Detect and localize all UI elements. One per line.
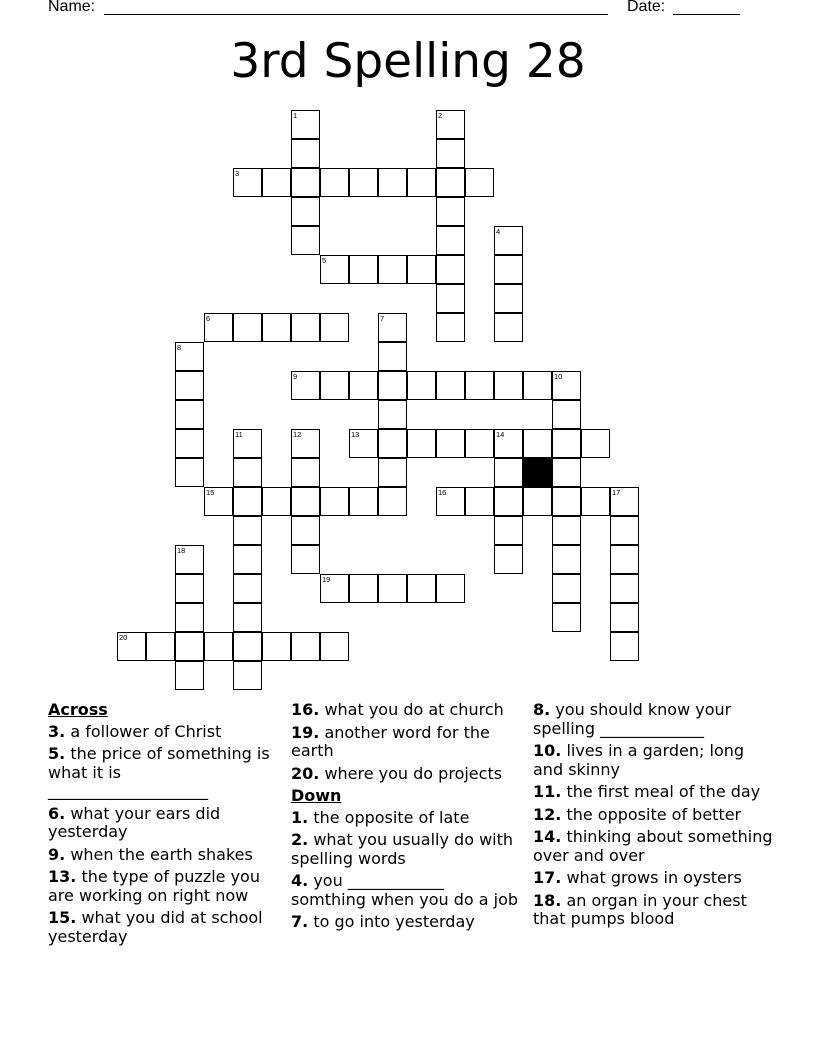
grid-cell[interactable] <box>436 110 465 139</box>
clue-number: 10. <box>533 741 562 760</box>
cell-number: 12 <box>293 430 302 439</box>
clue-item <box>48 846 276 865</box>
worksheet-header <box>48 0 768 20</box>
grid-cell[interactable] <box>494 516 523 545</box>
cell-number: 4 <box>496 227 501 236</box>
grid-cell[interactable] <box>262 168 291 197</box>
grid-cell[interactable] <box>175 661 204 690</box>
grid-cell[interactable] <box>175 400 204 429</box>
black-cell <box>523 458 552 487</box>
clue-item <box>533 869 773 888</box>
grid-cell[interactable] <box>378 313 407 342</box>
cell-number: 20 <box>119 633 128 642</box>
grid-cell[interactable] <box>494 284 523 313</box>
grid-cell[interactable] <box>523 429 552 458</box>
clue-text: what grows in oysters <box>566 868 742 887</box>
clue-item <box>291 765 521 784</box>
grid-cell[interactable] <box>204 632 233 661</box>
grid-cell[interactable] <box>378 487 407 516</box>
clue-text: when the earth shakes <box>70 844 253 864</box>
clue-number: 19. <box>291 722 320 742</box>
clue-item <box>533 892 773 929</box>
grid-cell[interactable] <box>291 168 320 197</box>
grid-cell[interactable] <box>407 371 436 400</box>
grid-cell[interactable] <box>494 487 523 516</box>
clue-number: 4. <box>291 871 309 890</box>
grid-cell[interactable] <box>494 371 523 400</box>
cell-number: 16 <box>438 488 447 497</box>
grid-cell[interactable] <box>233 574 262 603</box>
clue-text: what you do at church <box>324 700 504 719</box>
grid-cell[interactable] <box>320 313 349 342</box>
grid-cell[interactable] <box>291 429 320 458</box>
clue-item <box>291 872 521 909</box>
grid-cell[interactable] <box>436 284 465 313</box>
grid-cell[interactable] <box>320 255 349 284</box>
grid-cell[interactable] <box>436 574 465 603</box>
grid-cell[interactable] <box>349 574 378 603</box>
grid-cell[interactable] <box>117 632 146 661</box>
grid-cell[interactable] <box>436 487 465 516</box>
grid-cell[interactable] <box>262 313 291 342</box>
clue-text: thinking about something over and over <box>533 827 773 865</box>
clue-text: you ____________ somthing when you do a job <box>291 871 519 909</box>
grid-cell[interactable] <box>233 632 262 661</box>
clue-text: what you did at school yesterday <box>48 908 263 946</box>
grid-cell[interactable] <box>552 574 581 603</box>
cell-number: 6 <box>206 314 211 323</box>
grid-cell[interactable] <box>465 429 494 458</box>
clue-text: what you usually do with spelling words <box>291 830 514 868</box>
grid-cell[interactable] <box>291 139 320 168</box>
clue-text: the opposite of better <box>566 804 742 824</box>
grid-cell[interactable] <box>233 661 262 690</box>
grid-cell[interactable] <box>204 313 233 342</box>
grid-cell[interactable] <box>610 603 639 632</box>
grid-cell[interactable] <box>175 429 204 458</box>
grid-cell[interactable] <box>436 429 465 458</box>
grid-cell[interactable] <box>407 574 436 603</box>
grid-cell[interactable] <box>436 255 465 284</box>
clue-item <box>533 742 773 779</box>
grid-cell[interactable] <box>581 429 610 458</box>
grid-cell[interactable] <box>494 429 523 458</box>
clue-item <box>48 723 276 742</box>
grid-cell[interactable] <box>494 226 523 255</box>
grid-cell[interactable] <box>233 458 262 487</box>
clue-item <box>48 909 276 946</box>
grid-cell[interactable] <box>204 487 233 516</box>
grid-cell[interactable] <box>233 603 262 632</box>
cell-number: 18 <box>177 546 186 555</box>
clue-item <box>533 783 773 802</box>
grid-cell[interactable] <box>436 197 465 226</box>
grid-cell[interactable] <box>436 226 465 255</box>
grid-cell[interactable] <box>175 603 204 632</box>
clue-number: 12. <box>533 804 562 824</box>
grid-cell[interactable] <box>494 313 523 342</box>
clue-item <box>291 913 521 932</box>
grid-cell[interactable] <box>320 632 349 661</box>
grid-cell[interactable] <box>523 487 552 516</box>
cell-number: 14 <box>496 430 505 439</box>
grid-cell[interactable] <box>494 545 523 574</box>
grid-cell[interactable] <box>291 371 320 400</box>
cell-number: 11 <box>235 430 243 439</box>
grid-cell[interactable] <box>349 487 378 516</box>
grid-cell[interactable] <box>291 313 320 342</box>
clue-number: 5. <box>48 744 66 763</box>
clue-number: 16. <box>291 700 320 719</box>
clue-number: 13. <box>48 867 77 886</box>
clue-text: to go into yesterday <box>313 912 475 931</box>
grid-cell[interactable] <box>407 255 436 284</box>
grid-cell[interactable] <box>610 516 639 545</box>
clue-text: a follower of Christ <box>70 721 222 741</box>
grid-cell[interactable] <box>610 487 639 516</box>
grid-cell[interactable] <box>262 632 291 661</box>
cell-number: 13 <box>351 430 360 439</box>
grid-cell[interactable] <box>320 487 349 516</box>
grid-cell[interactable] <box>378 458 407 487</box>
clue-text: the first meal of the day <box>566 782 761 801</box>
grid-cell[interactable] <box>552 458 581 487</box>
clue-number: 17. <box>533 868 562 887</box>
grid-cell[interactable] <box>523 371 552 400</box>
grid-cell[interactable] <box>494 458 523 487</box>
down-heading: Down <box>291 786 342 805</box>
grid-cell[interactable] <box>233 545 262 574</box>
clue-text: another word for the earth <box>291 722 490 760</box>
clue-text: an organ in your chest that pumps blood <box>533 890 747 928</box>
grid-cell[interactable] <box>465 371 494 400</box>
clue-number: 7. <box>291 912 309 931</box>
grid-cell[interactable] <box>262 487 291 516</box>
grid-cell[interactable] <box>610 632 639 661</box>
grid-cell[interactable] <box>378 371 407 400</box>
grid-cell[interactable] <box>436 139 465 168</box>
grid-cell[interactable] <box>378 574 407 603</box>
grid-cell[interactable] <box>291 226 320 255</box>
cell-number: 5 <box>322 256 327 265</box>
clue-item <box>48 805 276 842</box>
name-label: Name: <box>48 0 96 15</box>
grid-cell[interactable] <box>349 168 378 197</box>
grid-cell[interactable] <box>175 574 204 603</box>
clue-item <box>48 868 276 905</box>
clue-item <box>291 809 521 828</box>
clue-text: the opposite of late <box>313 807 470 827</box>
grid-cell[interactable] <box>407 429 436 458</box>
grid-cell[interactable] <box>291 110 320 139</box>
grid-cell[interactable] <box>407 168 436 197</box>
cell-number: 19 <box>322 575 331 584</box>
grid-cell[interactable] <box>552 487 581 516</box>
clue-number: 20. <box>291 763 320 783</box>
grid-cell[interactable] <box>552 429 581 458</box>
cell-number: 9 <box>293 372 298 381</box>
grid-cell[interactable] <box>175 371 204 400</box>
clue-item <box>533 828 773 865</box>
grid-cell[interactable] <box>233 516 262 545</box>
clues-column-3 <box>533 701 773 933</box>
grid-cell[interactable] <box>291 197 320 226</box>
grid-cell[interactable] <box>175 545 204 574</box>
grid-cell[interactable] <box>436 313 465 342</box>
grid-cell[interactable] <box>581 487 610 516</box>
clue-number: 2. <box>291 830 309 849</box>
clue-item <box>291 724 521 761</box>
grid-cell[interactable] <box>465 168 494 197</box>
clue-item <box>291 831 521 868</box>
grid-cell[interactable] <box>378 255 407 284</box>
date-field-line[interactable] <box>673 0 740 15</box>
clue-text: where you do projects <box>324 763 503 783</box>
grid-cell[interactable] <box>291 458 320 487</box>
clue-text: you should know your spelling _____________ <box>533 700 732 738</box>
grid-cell[interactable] <box>378 342 407 371</box>
clue-text: lives in a garden; long and skinny <box>533 741 745 779</box>
clue-text: what your ears did yesterday <box>48 803 221 841</box>
clue-item <box>533 701 773 738</box>
clue-number: 15. <box>48 908 77 927</box>
grid-cell[interactable] <box>349 371 378 400</box>
grid-cell[interactable] <box>465 487 494 516</box>
cell-number: 8 <box>177 343 182 352</box>
grid-cell[interactable] <box>552 371 581 400</box>
grid-cell[interactable] <box>349 429 378 458</box>
grid-cell[interactable] <box>320 574 349 603</box>
grid-cell[interactable] <box>552 603 581 632</box>
grid-cell[interactable] <box>552 400 581 429</box>
grid-cell[interactable] <box>610 574 639 603</box>
cell-number: 7 <box>380 314 385 323</box>
grid-cell[interactable] <box>436 371 465 400</box>
clues-column-1 <box>48 701 276 950</box>
grid-cell[interactable] <box>436 168 465 197</box>
grid-cell[interactable] <box>291 487 320 516</box>
grid-cell[interactable] <box>378 400 407 429</box>
clue-text: the type of puzzle you are working on right now <box>48 867 260 905</box>
clue-number: 3. <box>48 721 66 741</box>
page-title: 3rd Spelling 28 <box>230 34 586 89</box>
grid-cell[interactable] <box>175 342 204 371</box>
cell-number: 1 <box>293 111 298 120</box>
clue-number: 14. <box>533 827 562 846</box>
grid-cell[interactable] <box>291 516 320 545</box>
grid-cell[interactable] <box>552 516 581 545</box>
grid-cell[interactable] <box>146 632 175 661</box>
clue-number: 11. <box>533 782 562 801</box>
clue-text: the price of something is what it is ____________________ <box>48 744 270 800</box>
across-heading: Across <box>48 700 108 719</box>
grid-cell[interactable] <box>552 545 581 574</box>
grid-cell[interactable] <box>233 429 262 458</box>
clue-number: 6. <box>48 803 66 823</box>
grid-cell[interactable] <box>175 632 204 661</box>
grid-cell[interactable] <box>175 458 204 487</box>
grid-cell[interactable] <box>378 429 407 458</box>
grid-cell[interactable] <box>233 168 262 197</box>
clue-item <box>291 701 521 720</box>
grid-cell[interactable] <box>494 255 523 284</box>
grid-cell[interactable] <box>233 313 262 342</box>
clue-item <box>533 806 773 825</box>
name-field-line[interactable] <box>104 0 608 15</box>
cell-number: 2 <box>438 111 443 120</box>
clue-number: 9. <box>48 844 66 864</box>
grid-cell[interactable] <box>349 255 378 284</box>
clue-number: 8. <box>533 700 551 719</box>
grid-cell[interactable] <box>610 545 639 574</box>
grid-cell[interactable] <box>291 545 320 574</box>
clues-column-2 <box>291 701 521 936</box>
grid-cell[interactable] <box>291 632 320 661</box>
grid-cell[interactable] <box>233 487 262 516</box>
grid-cell[interactable] <box>320 168 349 197</box>
date-label: Date: <box>627 0 666 15</box>
clue-number: 1. <box>291 807 309 827</box>
cell-number: 15 <box>206 488 215 497</box>
cell-number: 17 <box>612 488 621 497</box>
clue-number: 18. <box>533 890 562 910</box>
cell-number: 10 <box>554 372 563 381</box>
grid-cell[interactable] <box>320 371 349 400</box>
grid-cell[interactable] <box>378 168 407 197</box>
cell-number: 3 <box>235 169 240 178</box>
clue-item <box>48 745 276 801</box>
